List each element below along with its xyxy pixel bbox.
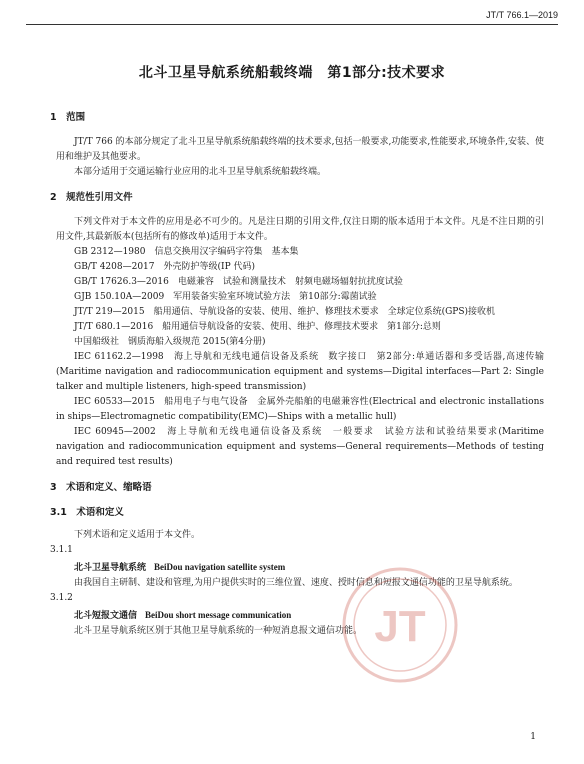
reference-item: JT/T 680.1—2016 船用通信导航设备的安装、使用、维护、修理技术要求 第1部分:总则 — [74, 322, 441, 332]
reference-item: JT/T 219—2015 船用通信、导航设备的安装、使用、维护、修理技术要求 全球定位系统(GPS)接收机 — [74, 307, 496, 317]
jt-watermark-logo — [340, 565, 460, 685]
section-3-1-heading: 3.1 术语和定义 — [50, 507, 124, 518]
section-1-paragraph-2: 本部分适用于交通运输行业应用的北斗卫星导航系统船载终端。 — [74, 167, 327, 177]
watermark-text: JT — [374, 602, 426, 651]
section-3-1-intro: 下列术语和定义适用于本文件。 — [74, 530, 201, 540]
reference-item: IEC 61162.2—1998 海上导航和无线电通信设备及系统 数字接口 第2部分:单通话器和多受话器,高速传输(Maritime navigation and radiocommunication equipment and systems—Digital interfaces—Part 2: Single talker and multiple listeners, high-speed transmission) — [56, 352, 544, 392]
page-number: 1 — [530, 732, 536, 742]
section-2-heading: 2 规范性引用文件 — [50, 192, 133, 203]
reference-item: 中国船级社 钢质海船入级规范 2015(第4分册) — [74, 337, 266, 347]
term-en: BeiDou short message communication — [145, 610, 292, 620]
term-definition: 由我国自主研制、建设和管理,为用户提供实时的三维位置、速度、授时信息和短报文通信功能的卫星导航系统。 — [74, 578, 518, 588]
reference-item: GB/T 17626.3—2016 电磁兼容 试验和测量技术 射频电磁场辐射抗扰度试验 — [74, 277, 403, 287]
standard-number-header: JT/T 766.1—2019 — [486, 10, 558, 20]
term-en: BeiDou navigation satellite system — [154, 562, 286, 572]
document-body — [50, 110, 544, 639]
term-number: 3.1.2 — [50, 593, 73, 603]
term-number: 3.1.1 — [50, 545, 73, 555]
term-zh: 北斗短报文通信 — [74, 611, 138, 621]
term-zh: 北斗卫星导航系统 — [74, 563, 147, 573]
section-1-paragraph-1: JT/T 766 的本部分规定了北斗卫星导航系统船载终端的技术要求,包括一般要求,功能要求,性能要求,环境条件,安装、使用和维护及其他要求。 — [56, 137, 544, 162]
reference-item: GJB 150.10A—2009 军用装备实验室环境试验方法 第10部分:霉菌试验 — [74, 292, 377, 302]
reference-item: IEC 60533—2015 船用电子与电气设备 金属外壳船舶的电磁兼容性(Electrical and electronic installations in ships—Electromagnetic compatibility(EMC)—Ships with a metallic hull) — [56, 397, 544, 422]
reference-item: GB 2312—1980 信息交换用汉字编码字符集 基本集 — [74, 247, 299, 257]
term-heading — [56, 560, 544, 576]
document-title: 北斗卫星导航系统船载终端 第1部分:技术要求 — [138, 65, 446, 81]
reference-item: GB/T 4208—2017 外壳防护等级(IP 代码) — [74, 262, 256, 272]
section-3-heading: 3 术语和定义、缩略语 — [50, 482, 152, 493]
reference-item: IEC 60945—2002 海上导航和无线电通信设备及系统 一般要求 试验方法和试验结果要求(Maritime navigation and radiocommunication equipment and systems—General requirements—Methods of testing and required test results) — [56, 427, 544, 467]
section-1-heading: 1 范围 — [50, 112, 86, 123]
section-2-intro: 下列文件对于本文件的应用是必不可少的。凡是注日期的引用文件,仅注日期的版本适用于本文件。凡是不注日期的引用文件,其最新版本(包括所有的修改单)适用于本文件。 — [56, 217, 544, 242]
header-rule — [26, 24, 558, 25]
term-definition: 北斗卫星导航系统区别于其他卫星导航系统的一种短消息报文通信功能。 — [74, 626, 363, 636]
term-heading — [56, 608, 544, 624]
